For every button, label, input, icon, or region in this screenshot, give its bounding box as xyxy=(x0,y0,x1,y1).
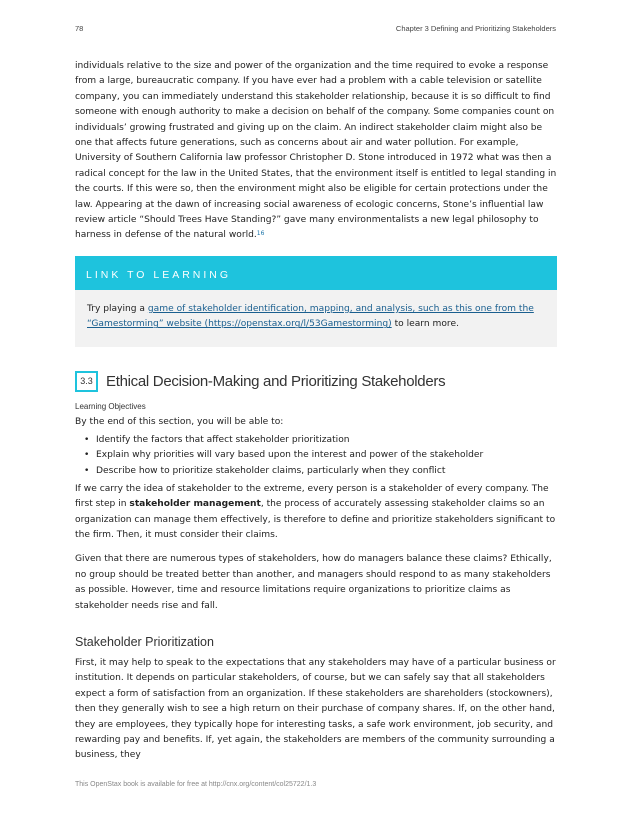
objectives-intro: By the end of this section, you will be able to: xyxy=(75,416,284,427)
link-to-learning-body xyxy=(75,290,557,347)
balance-claims-paragraph: Given that there are numerous types of stakeholders, how do managers balance these claims? Ethically, no group should be treated better than another, and managers should respond to as many stakeholders as possible. However, time and resource limitations require organizations to prioritize claims as stakeholder needs rise and fall. xyxy=(75,554,552,611)
objective-item: • Identify the factors that affect stakeholder prioritization xyxy=(96,433,557,448)
gamestorming-link[interactable]: game of stakeholder identification, mapping, and analysis, such as this one from the “Gamestorming” website (https://openstax.org/l/53Gamestorming) xyxy=(87,303,534,330)
section-heading xyxy=(75,371,557,392)
stakeholder-management-term: stakeholder management xyxy=(129,499,261,510)
section-number: 3.3 xyxy=(75,371,98,392)
intro-text: individuals relative to the size and power of the organization and the time required to evoke a response from a large, bureaucratic company. If you have ever had a problem with a cable television or satellite company, you can immediately understand this stakeholder relationship, because it is so difficult to find someone with enough authority to make a decision on behalf of the company. Some companies count on individuals’ growing frustrated and giving up on the claim. An indirect stakeholder claim might also be one that affects future generations, such as concerns about air and water pollution. For example, University of Southern California law professor Christopher D. Stone introduced in 1972 what was then a radical concept for the law in the United States, that the environment itself is entitled to legal standing in the courts. If this were so, then the environment might also be eligible for certain protections under the law. Appearing at the dawn of increasing social awareness of ecologic concerns, Stone’s influential law review article “Should Trees Have Standing?” gave many environmentalists a new legal philosophy to harness in defense of the natural world. xyxy=(75,61,557,241)
link-to-learning-heading: LINK TO LEARNING xyxy=(75,256,557,290)
intro-paragraph xyxy=(75,59,557,244)
para-a-after: , the process of accurately assessing stakeholder claims so an organization can manage them effectively, is therefore to define and prioritize stakeholders significant to the firm. Then, it must consider their claims. xyxy=(75,499,556,540)
footer-text: This OpenStax book is available for free at http://cnx.org/content/col25722/1.3 xyxy=(75,781,317,788)
objective-item: • Describe how to prioritize stakeholder claims, particularly when they conflict xyxy=(96,464,557,479)
page-number: 78 xyxy=(75,24,84,33)
chapter-title: Chapter 3 Defining and Prioritizing Stakeholders xyxy=(395,24,556,33)
para-a-before: If we carry the idea of stakeholder to the extreme, every person is a stakeholder of every company. The first step in xyxy=(75,483,549,510)
objectives-list xyxy=(75,433,557,479)
section-title: Ethical Decision-Making and Prioritizing Stakeholders xyxy=(106,372,446,390)
learning-objectives-label: Learning Objectives xyxy=(75,401,146,411)
page-content xyxy=(75,59,557,764)
objective-item: • Explain why priorities will vary based upon the interest and power of the stakeholder xyxy=(96,448,557,463)
footnote-ref[interactable]: 16 xyxy=(256,230,265,238)
ltl-prefix: Try playing a xyxy=(87,303,148,314)
ltl-suffix: to learn more. xyxy=(391,319,459,330)
subsection-title: Stakeholder Prioritization xyxy=(75,634,214,649)
stakeholder-management-paragraph xyxy=(75,482,557,544)
prioritization-paragraph: First, it may help to speak to the expectations that any stakeholders may have of a particular business or institution. It depends on particular stakeholders, of course, but we can safely say that all stakeholders expect a form of satisfaction from an organization. If these stakeholders are shareholders (stockowners), then they generally wish to see a high return on their purchase of company shares. If, on the other hand, they are employees, they typically hope for interesting tasks, a safe work environment, job security, and rewarding pay and benefits. If, yet again, the stakeholders are members of the community surrounding a business, they xyxy=(75,657,556,761)
link-to-learning-box xyxy=(75,256,557,347)
